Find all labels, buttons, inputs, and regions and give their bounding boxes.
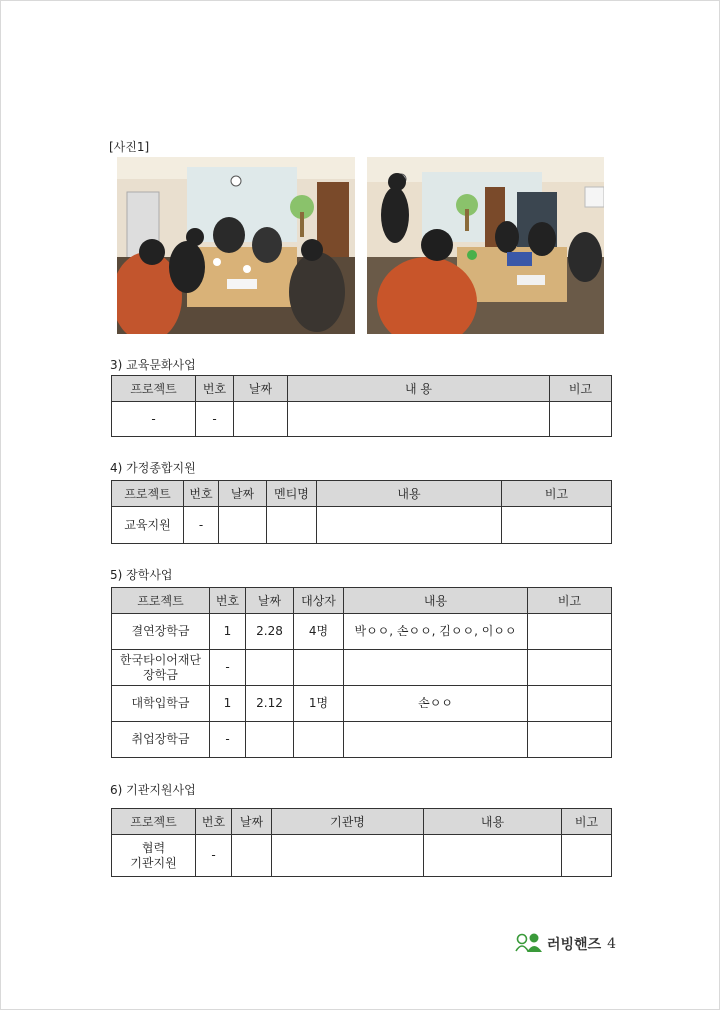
cell-recipient <box>294 650 344 686</box>
cell-remarks <box>528 650 612 686</box>
cell-project: - <box>112 402 196 437</box>
header-institution: 기관명 <box>272 809 424 835</box>
table-row <box>112 686 612 722</box>
header-content: 내 용 <box>288 376 550 402</box>
cell-content: 손ㅇㅇ <box>344 686 528 722</box>
cell-content <box>288 402 550 437</box>
header-remarks: 비고 <box>528 588 612 614</box>
table-row <box>112 650 612 686</box>
table-scholarship <box>111 587 612 758</box>
header-content: 내용 <box>344 588 528 614</box>
footer-logo <box>514 931 616 957</box>
header-mentee: 멘티명 <box>267 481 317 507</box>
header-number: 번호 <box>196 376 234 402</box>
cell-project: 협력 기관지원 <box>112 835 196 877</box>
cell-mentee <box>267 507 317 544</box>
cell-remarks <box>528 722 612 758</box>
cell-project: 한국타이어재단 장학금 <box>112 650 210 686</box>
table-header-row <box>112 588 612 614</box>
header-project: 프로젝트 <box>112 376 196 402</box>
cell-project: 취업장학금 <box>112 722 210 758</box>
cell-date <box>234 402 288 437</box>
cell-content <box>424 835 562 877</box>
cell-remarks <box>528 614 612 650</box>
cell-number: - <box>210 650 246 686</box>
header-date: 날짜 <box>246 588 294 614</box>
section-title-family-support: 4) 가정종합지원 <box>110 461 196 475</box>
cell-content <box>344 650 528 686</box>
table-header-row <box>112 809 612 835</box>
cell-content <box>344 722 528 758</box>
header-date: 날짜 <box>219 481 267 507</box>
cell-remarks <box>550 402 612 437</box>
cell-number: 1 <box>210 686 246 722</box>
cell-number: - <box>210 722 246 758</box>
header-date: 날짜 <box>232 809 272 835</box>
section-title-education: 3) 교육문화사업 <box>110 358 196 372</box>
page-number: 4 <box>607 936 617 952</box>
people-leaf-logo-icon <box>514 931 544 957</box>
header-number: 번호 <box>210 588 246 614</box>
header-project: 프로젝트 <box>112 481 184 507</box>
photo-meeting-left <box>117 157 355 334</box>
cell-date: 2.28 <box>246 614 294 650</box>
photo-caption: [사진1] <box>109 140 150 154</box>
header-content: 내용 <box>424 809 562 835</box>
cell-project: 결연장학금 <box>112 614 210 650</box>
header-remarks: 비고 <box>502 481 612 507</box>
cell-content: 박ㅇㅇ, 손ㅇㅇ, 김ㅇㅇ, 이ㅇㅇ <box>344 614 528 650</box>
section-title-institution-support: 6) 기관지원사업 <box>110 783 196 797</box>
table-education <box>111 375 612 437</box>
table-row <box>112 402 612 437</box>
table-institution-support <box>111 808 612 877</box>
table-row <box>112 507 612 544</box>
table-family-support <box>111 480 612 544</box>
table-row <box>112 614 612 650</box>
cell-date: 2.12 <box>246 686 294 722</box>
header-remarks: 비고 <box>562 809 612 835</box>
cell-remarks <box>528 686 612 722</box>
header-number: 번호 <box>184 481 219 507</box>
cell-date <box>219 507 267 544</box>
cell-project: 교육지원 <box>112 507 184 544</box>
header-number: 번호 <box>196 809 232 835</box>
table-header-row <box>112 376 612 402</box>
cell-number: 1 <box>210 614 246 650</box>
cell-recipient: 1명 <box>294 686 344 722</box>
footer-brand: 러빙핸즈 <box>547 937 602 953</box>
table-row <box>112 835 612 877</box>
photo-meeting-right <box>367 157 604 334</box>
cell-recipient: 4명 <box>294 614 344 650</box>
cell-number: - <box>196 402 234 437</box>
header-date: 날짜 <box>234 376 288 402</box>
section-title-scholarship: 5) 장학사업 <box>110 568 173 582</box>
cell-number: - <box>184 507 219 544</box>
header-project: 프로젝트 <box>112 809 196 835</box>
cell-content <box>317 507 502 544</box>
cell-remarks <box>502 507 612 544</box>
table-row <box>112 722 612 758</box>
cell-date <box>246 650 294 686</box>
header-recipient: 대상자 <box>294 588 344 614</box>
cell-date <box>246 722 294 758</box>
cell-recipient <box>294 722 344 758</box>
cell-remarks <box>562 835 612 877</box>
cell-number: - <box>196 835 232 877</box>
cell-project: 대학입학금 <box>112 686 210 722</box>
header-project: 프로젝트 <box>112 588 210 614</box>
cell-institution <box>272 835 424 877</box>
header-content: 내용 <box>317 481 502 507</box>
header-remarks: 비고 <box>550 376 612 402</box>
cell-date <box>232 835 272 877</box>
table-header-row <box>112 481 612 507</box>
